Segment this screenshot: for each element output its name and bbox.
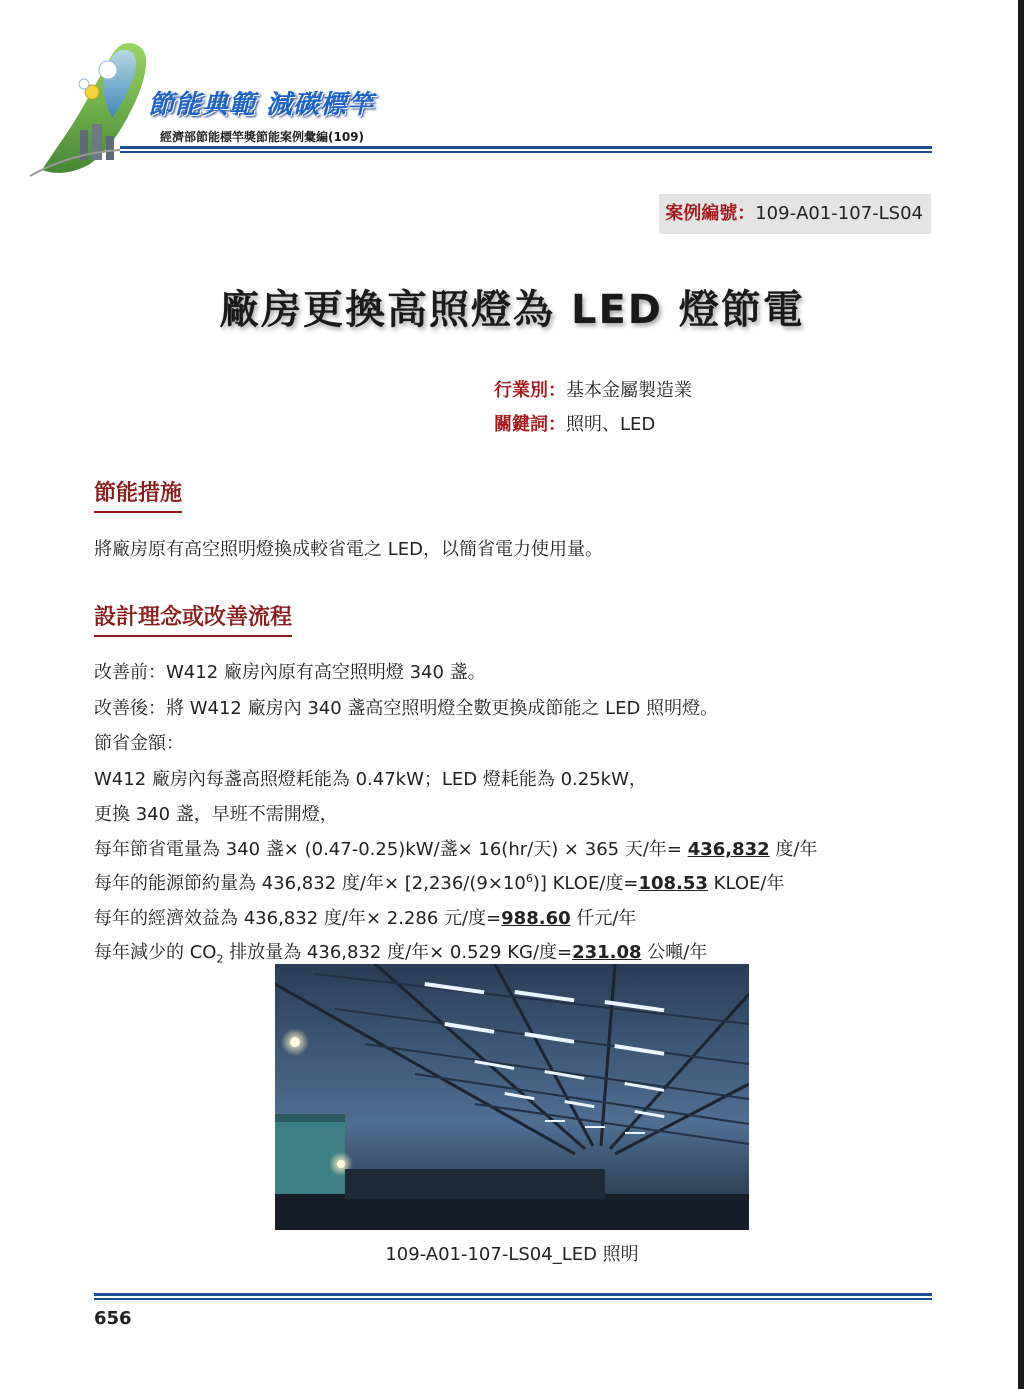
page-edge <box>1018 0 1024 1389</box>
calc-econ-text: 每年的經濟效益為 436,832 度/年× 2.286 元/度= <box>94 908 502 929</box>
industry-row <box>494 376 692 402</box>
header-divider <box>120 146 932 149</box>
section-heading-design: 設計理念或改善流程 <box>94 600 292 637</box>
calc-co2-unit: 公噸/年 <box>641 942 708 963</box>
before-line: 改善前：W412 廠房內原有高空照明燈 340 盞。 <box>94 662 486 683</box>
consumption-line: W412 廠房內每盞高照燈耗能為 0.47kW；LED 燈耗能為 0.25kW， <box>94 769 647 790</box>
footer-divider-thin <box>94 1298 932 1300</box>
page-title: 廠房更換高照燈為 LED 燈節電 <box>219 287 805 333</box>
calc-econ-unit: 仟元/年 <box>570 908 637 929</box>
section-heading-measures: 節能措施 <box>94 476 182 513</box>
photo-caption: 109-A01-107-LS04_LED 照明 <box>385 1244 639 1265</box>
calc-co2-subscript: 2 <box>216 952 224 966</box>
industry-value: 基本金屬製造業 <box>566 380 692 401</box>
calc-energy-line <box>94 869 784 895</box>
calc-co2-line <box>94 938 707 966</box>
saving-label: 節省金額： <box>94 733 184 754</box>
keywords-value: 照明、LED <box>566 414 656 435</box>
calc-energy-mid: )] KLOE/度= <box>532 873 639 894</box>
case-number: 109-A01-107-LS04 <box>755 203 923 224</box>
case-number-box <box>659 194 931 234</box>
calc-energy-text: 每年的能源節約量為 436,832 度/年× [2,236/(9×10 <box>94 873 526 894</box>
calc-power-unit: 度/年 <box>769 839 818 860</box>
factory-lighting-image <box>275 964 749 1230</box>
brand-subtitle: 經濟部節能標竿獎節能案例彙編(109) <box>160 130 365 144</box>
replace-line: 更換 340 盞，早班不需開燈， <box>94 804 338 825</box>
case-number-label: 案例編號： <box>665 203 756 224</box>
measures-text: 將廠房原有高空照明燈換成較省電之 LED，以簡省電力使用量。 <box>94 539 603 560</box>
brand-title: 節能典範 減碳標竿 <box>148 90 375 120</box>
calc-power-value: 436,832 <box>687 839 770 860</box>
footer-divider <box>94 1293 932 1296</box>
keywords-label: 關鍵詞： <box>494 414 566 435</box>
page-number: 656 <box>94 1308 132 1329</box>
calc-co2-text: 每年減少的 CO <box>94 942 217 963</box>
calc-econ-line <box>94 904 636 930</box>
keywords-row <box>494 410 655 436</box>
after-line: 改善後：將 W412 廠房內 340 盞高空照明燈全數更換成節能之 LED 照明燈。 <box>94 698 719 719</box>
calc-energy-unit: KLOE/年 <box>707 873 785 894</box>
calc-energy-value: 108.53 <box>638 873 708 894</box>
calc-energy-exponent: 6 <box>525 872 533 885</box>
calc-econ-value: 988.60 <box>501 908 571 929</box>
calc-co2-value: 231.08 <box>572 942 642 963</box>
calc-power-text: 每年節省電量為 340 盞× (0.47-0.25)kW/盞× 16(hr/天) × 365 天/年= <box>94 839 688 860</box>
calc-co2-mid: 排放量為 436,832 度/年× 0.529 KG/度= <box>223 942 573 963</box>
calc-power-line <box>94 835 817 861</box>
industry-label: 行業別： <box>494 380 566 401</box>
header-divider-thin <box>120 151 932 153</box>
factory-led-photo <box>275 964 749 1230</box>
